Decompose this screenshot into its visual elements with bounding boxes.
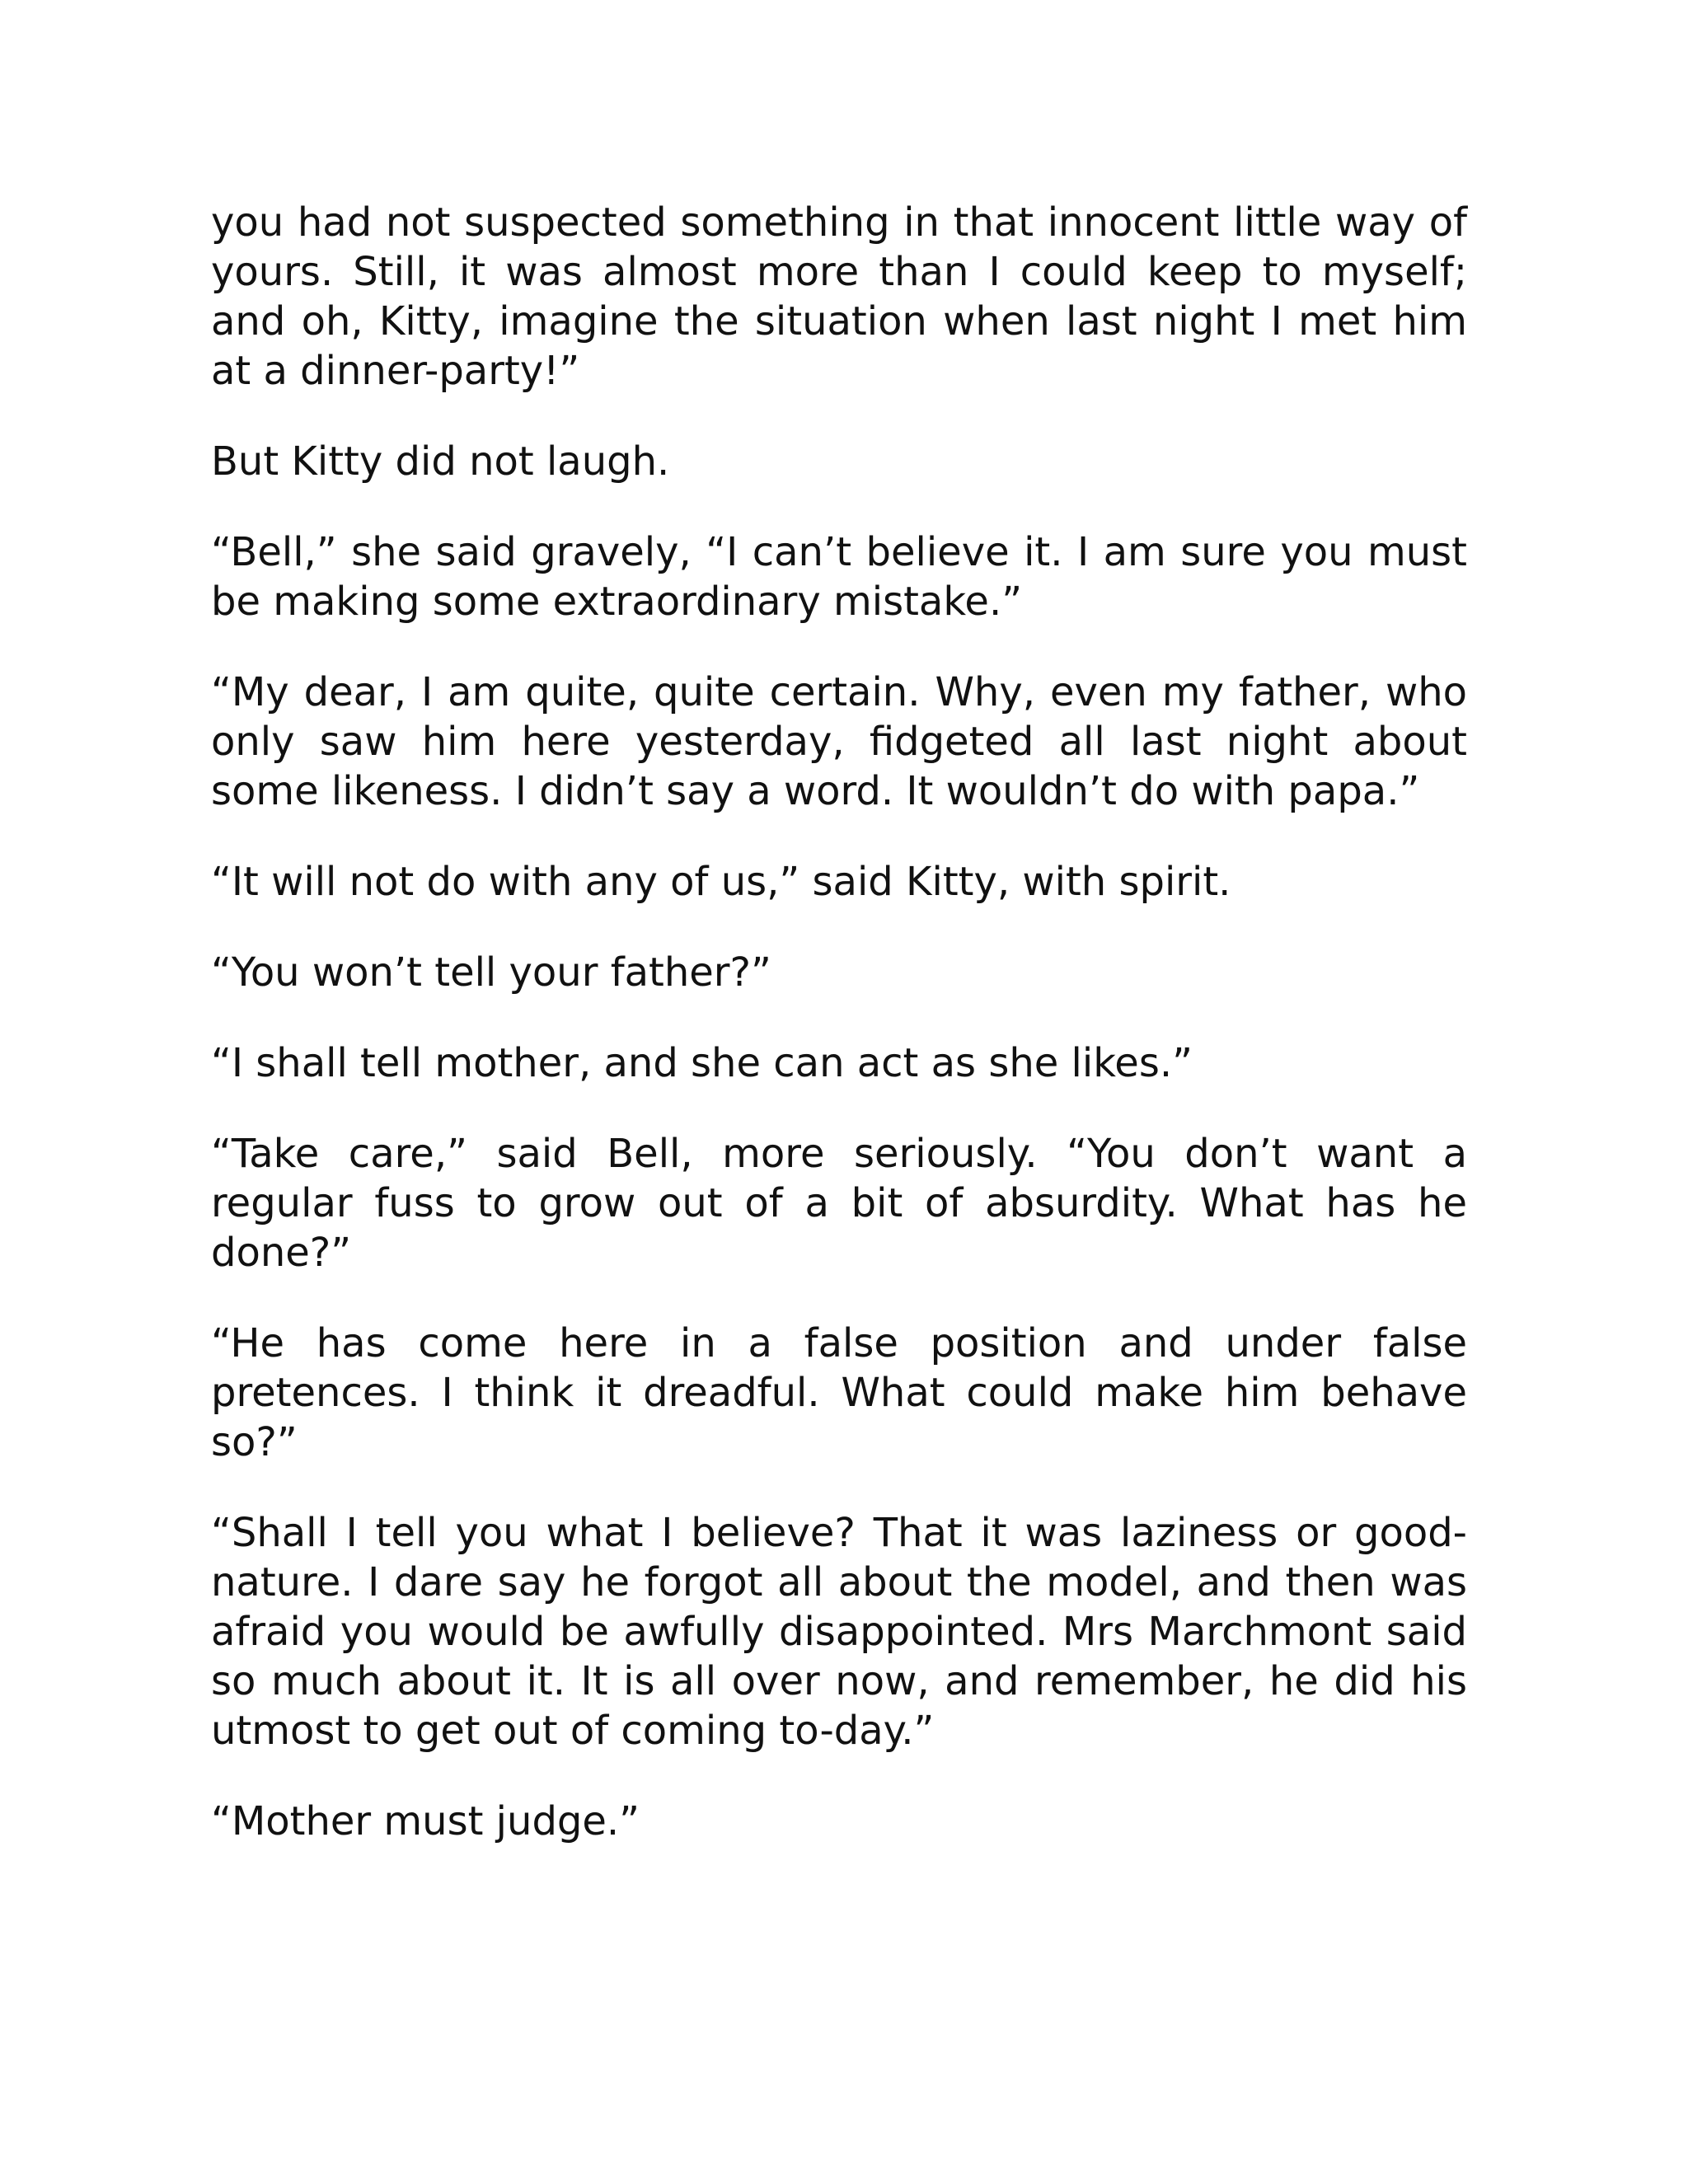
paragraph: “Take care,” said Bell, more seriously. “You don’t want a regular fuss to grow out of a bit of absurdity. What has he done?” (211, 1131, 1467, 1276)
paragraph: “He has come here in a false position and under false pretences. I think it dreadful. What could make him behave so?” (211, 1320, 1467, 1465)
body-text (211, 198, 1467, 1887)
paragraph: “My dear, I am quite, quite certain. Why, even my father, who only saw him here yesterday, fidgeted all last night about some likeness. I didn’t say a word. It wouldn’t do with papa.” (211, 669, 1467, 814)
paragraph: “Mother must judge.” (211, 1798, 640, 1844)
paragraph: “Shall I tell you what I believe? That it was laziness or good-nature. I dare say he forgot all about the model, and then was afraid you would be awfully disappointed. Mrs Marchmont said so much about it. It is all over now, and remember, he did his utmost to get out of coming to-day.” (211, 1510, 1467, 1754)
paragraph: “You won’t tell your father?” (211, 949, 771, 996)
paragraph: “Bell,” she said gravely, “I can’t believe it. I am sure you must be making some extraordinary mistake.” (211, 529, 1467, 625)
paragraph: But Kitty did not laugh. (211, 438, 670, 485)
paragraph: “It will not do with any of us,” said Kitty, with spirit. (211, 859, 1231, 905)
paragraph: “I shall tell mother, and she can act as she likes.” (211, 1040, 1193, 1086)
paragraph: you had not suspected something in that innocent little way of yours. Still, it was almost more than I could keep to myself; and oh, Kitty, imagine the situation when last night I met him at a dinner-party!” (211, 199, 1467, 394)
